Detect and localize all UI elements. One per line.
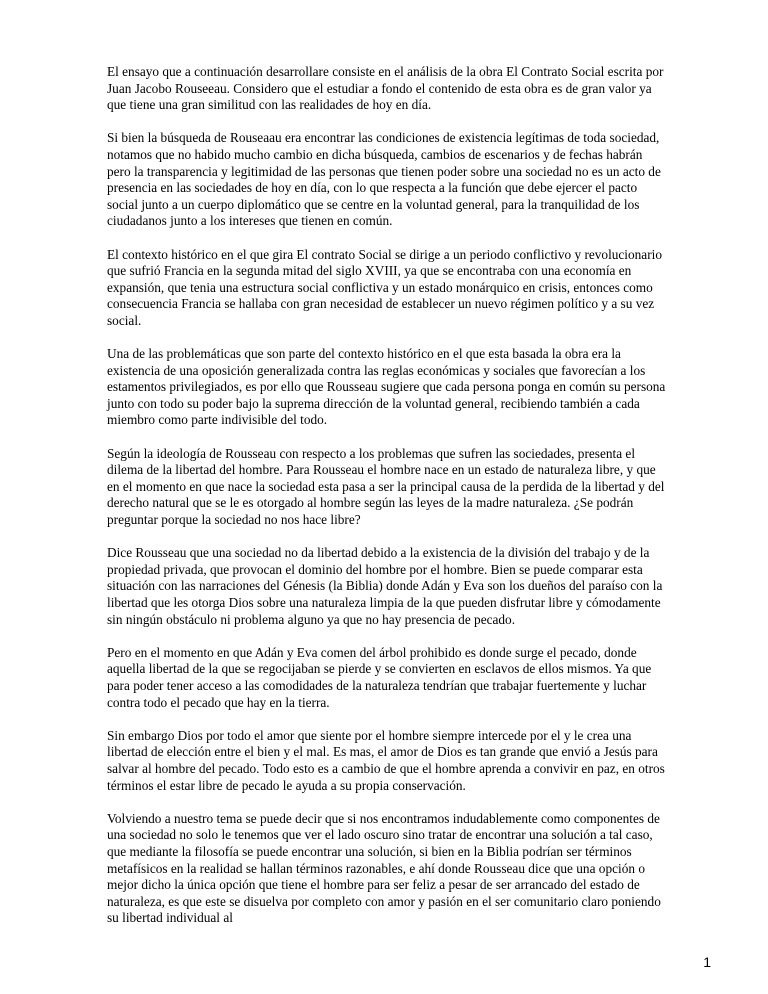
- paragraph-7: Pero en el momento en que Adán y Eva comen del árbol prohibido es donde surge el pecado, donde aquella libertad de la que se regocijaban se pierde y se convierten en esclavos de ellos mismos. Ya que para poder tener acceso a las comodidades de la naturaleza tendrían que trabajar fuertemente y luchar contra todo el pecado que hay en la tierra.: [107, 644, 652, 710]
- paragraph-6: Dice Rousseau que una sociedad no da libertad debido a la existencia de la división del trabajo y de la propiedad privada, que provocan el dominio del hombre por el hombre. Bien se puede comparar esta situación con las narraciones del Génesis (la Biblia) donde Adán y Eva son los dueños del paraíso con la libertad que les otorga Dios sobre una naturaleza limpia de la que pueden disfrutar libre y cómodamente sin ningún obstáculo ni problema alguno ya que no hay presencia de pecado.: [107, 545, 663, 627]
- paragraph-4: Una de las problemáticas que son parte del contexto histórico en el que esta basada la obra era la existencia de una oposición generalizada contra las reglas económicas y sociales que favorecían a los estamentos privilegiados, es por ello que Rousseau sugiere que cada persona ponga en común su persona junto con todo su poder bajo la suprema dirección de la voluntad general, recibiendo también a cada miembro como parte indivisible del todo.: [107, 346, 666, 428]
- paragraph-3: El contexto histórico en el que gira El contrato Social se dirige a un periodo conflictivo y revolucionario que sufrió Francia en la segunda mitad del siglo XVIII, ya que se encontraba con una economía en expansión, que tenia una estructura social conflictiva y un estado monárquico en crisis, entonces como consecuencia Francia se hallaba con gran necesidad de establecer un nuevo régimen político y a su vez social.: [107, 246, 662, 328]
- document-body: [107, 64, 667, 943]
- paragraph-1: El ensayo que a continuación desarrollare consiste en el análisis de la obra El Contrato Social escrita por Juan Jacobo Rouseeau. Considero que el estudiar a fondo el contenido de esta obra es de gran valor ya que tiene una gran similitud con las realidades de hoy en día.: [107, 64, 664, 113]
- paragraph-2: Si bien la búsqueda de Rouseaau era encontrar las condiciones de existencia legítimas de toda sociedad, notamos que no habido mucho cambio en dicha búsqueda, cambios de escenarios y de fechas habrán pero la transparencia y legitimidad de las personas que tienen poder sobre una sociedad no es un acto de presencia en las sociedades de hoy en día, con lo que respecta a la función que debe ejercer el pacto social junto a un cuerpo diplomático que se centre en la voluntad general, para la tranquilidad de los ciudadanos junto a los intereses que tienen en común.: [107, 130, 661, 229]
- paragraph-8: Sin embargo Dios por todo el amor que siente por el hombre siempre intercede por el y le crea una libertad de elección entre el bien y el mal. Es mas, el amor de Dios es tan grande que envió a Jesús para salvar al hombre del pecado. Todo esto es a cambio de que el hombre aprenda a convivir en paz, en otros términos el estar libre de pecado le ayuda a su propia conservación.: [107, 727, 665, 793]
- paragraph-5: Según la ideología de Rousseau con respecto a los problemas que sufren las sociedades, presenta el dilema de la libertad del hombre. Para Rousseau el hombre nace en un estado de naturaleza libre, y que en el momento en que nace la sociedad esta pasa a ser la principal causa de la perdida de la libertad y del derecho natural que se le es otorgado al hombre según las leyes de la madre naturaleza. ¿Se podrán preguntar porque la sociedad no nos hace libre?: [107, 445, 665, 528]
- page-number: 1: [703, 954, 711, 970]
- paragraph-9: Volviendo a nuestro tema se puede decir que si nos encontramos indudablemente como componentes de una sociedad no solo le tenemos que ver el lado oscuro sino tratar de encontrar una solución a tal caso, que mediante la filosofía se puede encontrar una solución, si bien en la Biblia podrían ser términos metafísicos en la realidad se hallan términos razonables, e ahí donde Rousseau dice que una opción o mejor dicho la única opción que tiene el hombre para ser feliz a pesar de ser arrancado del estado de naturaleza, es que este se disuelva por completo con amor y pasión en el ser comunitario claro poniendo su libertad individual al: [107, 810, 661, 926]
